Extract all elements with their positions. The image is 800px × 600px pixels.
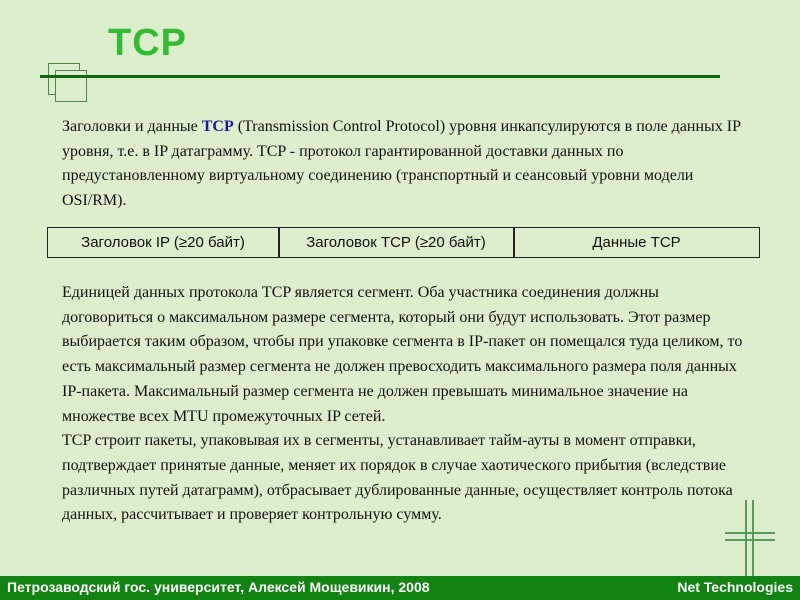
title-underline <box>40 75 720 78</box>
intro-text-end: (Transmission Control Protocol) уровня инкапсулируются в поле данных IP уровня, т.е. в IP датаграмму. TCP - протокол гарантированной доставки данных по предустановленному виртуальному соединению (транспортный и сеансовый уровни модели OSI/RM). <box>62 118 741 210</box>
table-cell-tcp-header: Заголовок TCP (≥20 байт) <box>306 234 486 251</box>
decor-line-h1 <box>725 532 775 534</box>
intro-paragraph <box>62 115 752 214</box>
intro-text-start: Заголовки и данные <box>62 118 202 135</box>
tcp-functions-paragraph: TCP строит пакеты, упаковывая их в сегменты, устанавливает тайм-ауты в момент отправки, подтверждает принятые данные, меняет их порядок в случае хаотического прибытия (вследствие различных путей датаграмм), отбрасывает дублированные данные, осуществляет контроль потока данных, рассчитывает и проверяет контрольную сумму. <box>62 432 733 524</box>
decor-line-v2 <box>752 500 754 576</box>
decor-line-h2 <box>725 539 775 541</box>
slide-title: TCP <box>108 22 187 64</box>
segment-paragraph: Единицей данных протокола TCP является сегмент. Оба участника соединения должны договориться о максимальном размере сегмента, который они будут использовать. Этот размер выбирается таким образом, чтобы при упаковке сегмента в IP-пакет он помещался туда целиком, то есть максимальный размер сегмента не должен превосходить максимального размера поля данных IP-пакета. Максимальный размер сегмента не должен превышать минимальное значение на множестве всех MTU промежуточных IP сетей. <box>62 284 743 425</box>
footer-bar <box>0 576 800 600</box>
segment-description <box>62 281 752 528</box>
table-cell-tcp-data: Данные TCP <box>592 234 681 251</box>
footer-author: Петрозаводский гос. университет, Алексей Мощевикин, 2008 <box>7 579 430 595</box>
tcp-highlight: TCP <box>201 118 234 135</box>
footer-course: Net Technologies <box>677 579 793 595</box>
table-cell-ip-header: Заголовок IP (≥20 байт) <box>81 234 245 251</box>
